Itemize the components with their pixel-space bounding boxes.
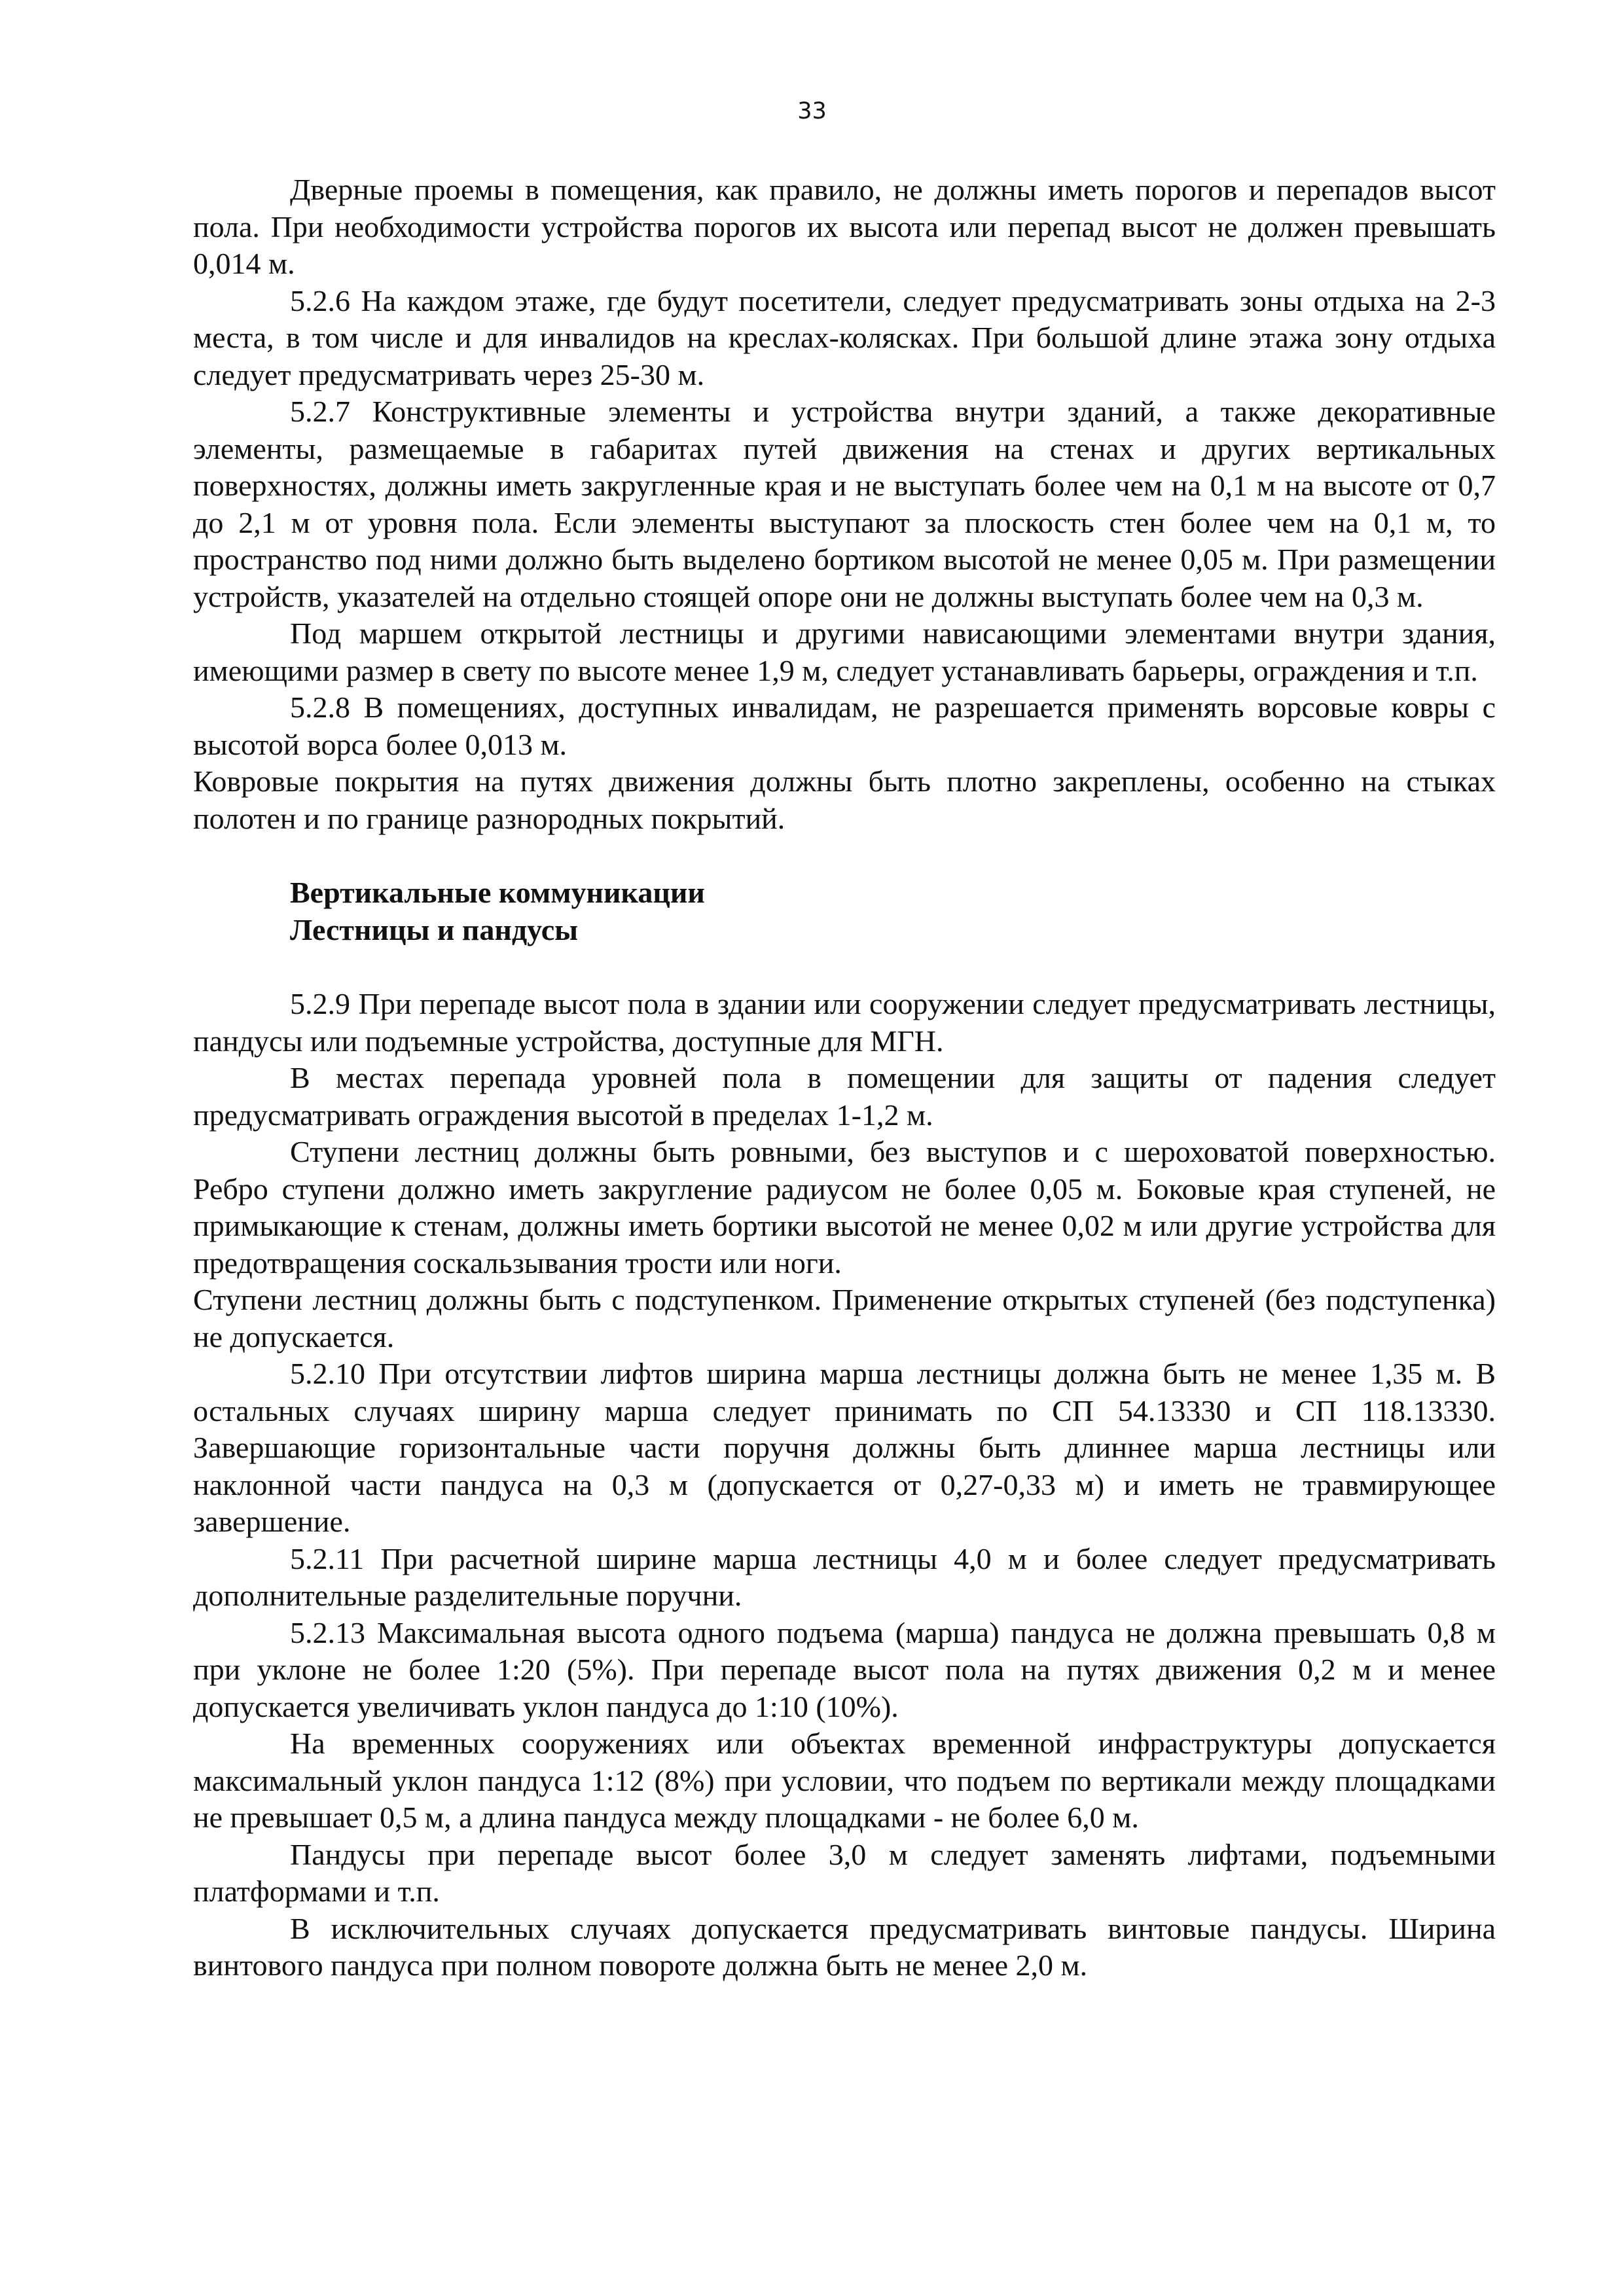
paragraph-risers: Ступени лестниц должны быть с подступенком. Применение открытых ступеней (без подступенка) не допускается. [193, 1283, 1496, 1354]
page-number: 33 [797, 98, 827, 124]
paragraph-ramps-replace-lifts: Пандусы при перепаде высот более 3,0 м следует заменять лифтами, подъемными платформами и т.п. [193, 1837, 1496, 1908]
page-content [193, 171, 1496, 1984]
paragraph-carpet-coverings: Ковровые покрытия на путях движения должны быть плотно закреплены, особенно на стыках полотен и по границе разнородных покрытий. [193, 764, 1496, 835]
paragraph-temporary-structures: На временных сооружениях или объектах временной инфраструктуры допускается максимальный уклон пандуса 1:12 (8%) при условии, что подъем по вертикали между площадками не превышает 0,5 м, а длина пандуса между площадками - не более 6,0 м. [193, 1727, 1496, 1834]
paragraph-door-openings: Дверные проемы в помещения, как правило, не должны иметь порогов и перепадов высот пола. При необходимости устройства порогов их высота или перепад высот не должен превышать 0,014 м. [193, 173, 1496, 280]
paragraph-5-2-13: 5.2.13 Максимальная высота одного подъема (марша) пандуса не должна превышать 0,8 м при уклоне не более 1:20 (5%). При перепаде высот пола на путях движения 0,2 м и менее допускается увеличивать уклон пандуса до 1:10 (10%). [193, 1615, 1496, 1723]
paragraph-5-2-9: 5.2.9 При перепаде высот пола в здании или сооружении следует предусматривать лестницы, пандусы или подъемные устройства, доступные для МГН. [193, 987, 1496, 1058]
paragraph-5-2-7: 5.2.7 Конструктивные элементы и устройства внутри зданий, а также декоративные элементы, размещаемые в габаритах путей движения на стенах и других вертикальных поверхностях, должны иметь закругленные края и не выступать более чем на 0,1 м на высоте от 0,7 до 2,1 м от уровня пола. Если элементы выступают за плоскость стен более чем на 0,1 м, то пространство под ними должно быть выделено бортиком высотой не менее 0,05 м. При размещении устройств, указателей на отдельно стоящей опоре они не должны выступать более чем на 0,3 м. [193, 395, 1496, 613]
paragraph-5-2-10: 5.2.10 При отсутствии лифтов ширина марша лестницы должна быть не менее 1,35 м. В остальных случаях ширину марша следует принимать по СП 54.13330 и СП 118.13330. Завершающие горизонтальные части поручня должны быть длиннее марша лестницы или наклонной части пандуса на 0,3 м (допускается от 0,27-0,33 м) и иметь не травмирующее завершение. [193, 1357, 1496, 1538]
paragraph-5-2-8: 5.2.8 В помещениях, доступных инвалидам, не разрешается применять ворсовые ковры с высотой ворса более 0,013 м. [193, 691, 1496, 761]
section-heading-stairs-and-ramps: Лестницы и пандусы [290, 912, 579, 946]
paragraph-fall-protection: В местах перепада уровней пола в помещении для защиты от падения следует предусматривать ограждения высотой в пределах 1-1,2 м. [193, 1061, 1496, 1132]
paragraph-spiral-ramps: В исключительных случаях допускается предусматривать винтовые пандусы. Ширина винтового пандуса при полном повороте должна быть не менее 2,0 м. [193, 1911, 1496, 1982]
paragraph-stair-steps: Ступени лестниц должны быть ровными, без выступов и с шероховатой поверхностью. Ребро ступени должно иметь закругление радиусом не более 0,05 м. Боковые края ступеней, не примыкающие к стенам, должны иметь бортики высотой не менее 0,02 м или другие устройства для предотвращения соскальзывания трости или ноги. [193, 1135, 1496, 1280]
paragraph-5-2-11: 5.2.11 При расчетной ширине марша лестницы 4,0 м и более следует предусматривать дополнительные разделительные поручни. [193, 1541, 1496, 1612]
paragraph-open-stair-barriers: Под маршем открытой лестницы и другими нависающими элементами внутри здания, имеющими размер в свету по высоте менее 1,9 м, следует устанавливать барьеры, ограждения и т.п. [193, 617, 1496, 687]
section-heading-vertical-communications: Вертикальные коммуникации [290, 876, 705, 909]
paragraph-5-2-6: 5.2.6 На каждом этаже, где будут посетители, следует предусматривать зоны отдыха на 2-3 места, в том числе и для инвалидов на креслах-колясках. При большой длине этажа зону отдыха следует предусматривать через 25-30 м. [193, 283, 1496, 391]
